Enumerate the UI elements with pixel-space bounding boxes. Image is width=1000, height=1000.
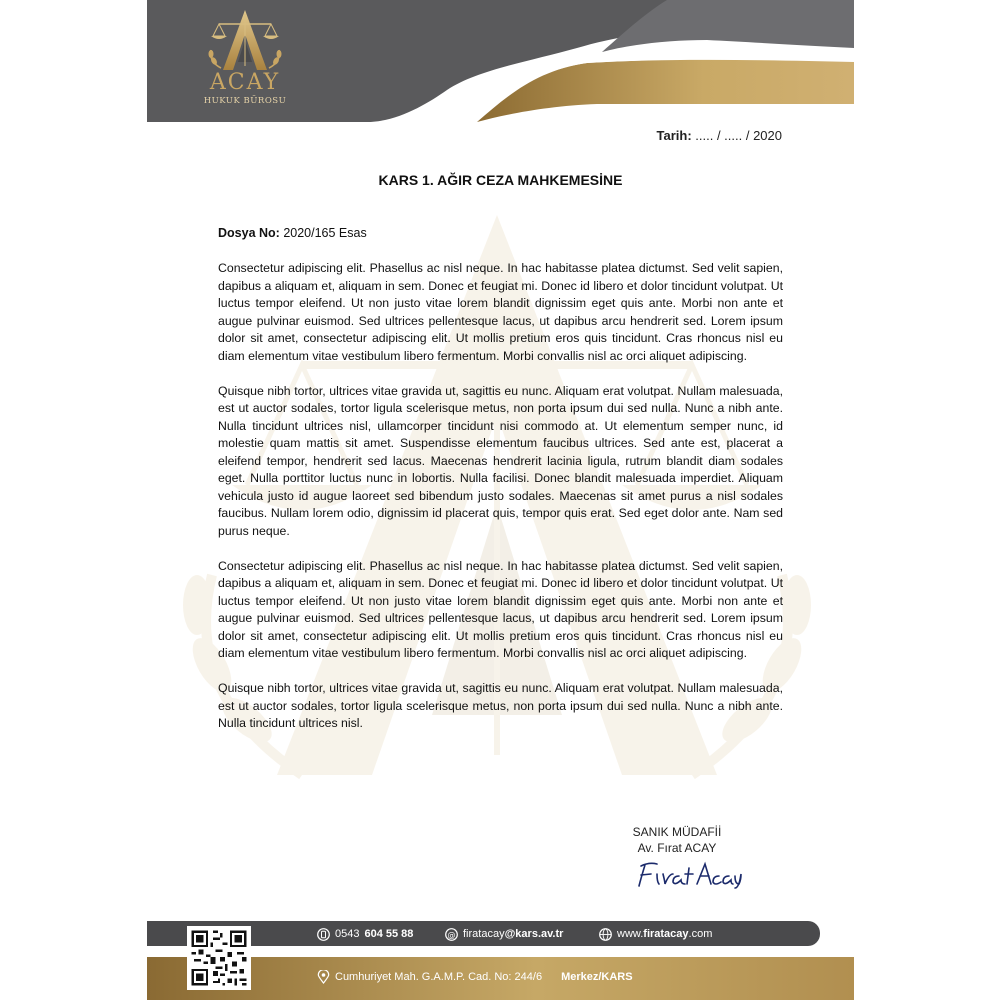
web-name: firatacay: [643, 928, 689, 940]
paragraph: Quisque nibh tortor, ultrices vitae gravida ut, sagittis eu nunc. Aliquam erat volutpat. Nullam malesuada, est ut auctor sodales, tortor ligula scelerisque metus, non porta ipsum dui sed nulla. Nunc a nibh ante. Nulla tincidunt ultrices nisl.: [218, 681, 783, 730]
brand-logo: [197, 6, 293, 116]
letterhead-page: [147, 0, 854, 1000]
at-icon: [445, 928, 458, 941]
paragraph: Quisque nibh tortor, ultrices vitae gravida ut, sagittis eu nunc. Aliquam erat volutpat. Nullam malesuada, est ut auctor sodales, tortor ligula scelerisque metus, non porta ipsum dui sed nulla. Nunc a nibh ante. Nulla tincidunt ultrices nisl, ullamcorper tincidunt nisi commodo at. Ut elementum semper nunc, id molestie quam mattis sit amet. Suspendisse elementum faucibus ultrices. Sed ante est, placerat a eleifend tempor, hendrerit sed lacus. Maecenas hendrerit lacinia ligula, rutrum blandit diam sodales eget. Nulla porttitor luctus nunc in lobortis. Nulla facilisi. Donec blandit malesuada imperdiet. Aliquam vehicula justo id augue laoreet sed bibendum justo sodales. Maecenas sit amet purus a nisl sodales faucibus. Nullam lorem odio, dignissim id placerat quis, tempor quis erat. Sed eget dolor ante. Nam sed purus neque.: [218, 383, 783, 538]
court-title: KARS 1. AĞIR CEZA MAHKEMESİNE: [378, 172, 623, 188]
paragraph: Consectetur adipiscing elit. Phasellus ac nisl neque. In hac habitasse platea dictumst. Sed velit sapien, dapibus a aliquam et, aliquam in sem. Donec et feugiat mi. Donec id libero et dolor tincidunt volutpat. Ut luctus tempor eleifend. Ut non justo vitae lorem blandit dignissim eget quis ante. Morbi non ante et augue pulvinar euismod. Sed ultrices pellentesque lacus, ut dapibus arcu hendrerit sed. Lorem ipsum dolor sit amet, consectetur adipiscing elit. Ut mollis pretium eros quis tincidunt. Cras rhoncus nisl eu diam elementum vitae vestibulum libero fermentum. Morbi convallis nisl ac orci aliquet adipiscing.: [218, 558, 783, 660]
footer-email[interactable]: [445, 926, 563, 942]
file-number: [218, 226, 367, 240]
footer-address: [317, 970, 633, 984]
date-value: ..... / ..... / 2020: [695, 128, 782, 143]
phone-prefix: 0543: [335, 928, 360, 940]
signer-role: SANIK MÜDAFİİ: [632, 825, 722, 839]
email-domain: @kars.av.tr: [504, 928, 564, 940]
paragraph: Consectetur adipiscing elit. Phasellus ac nisl neque. In hac habitasse platea dictumst. Sed velit sapien, dapibus a aliquam et, aliquam in sem. Donec et feugiat mi. Donec id libero et dolor tincidunt volutpat. Ut luctus tempor eleifend. Ut non justo vitae lorem blandit dignissim eget quis ante. Morbi non ante et augue pulvinar euismod. Sed ultrices pellentesque lacus, ut dapibus arcu hendrerit sed. Lorem ipsum dolor sit amet, consectetur adipiscing elit. Ut mollis pretium eros quis tincidunt. Cras rhoncus nisl eu diam elementum vitae vestibulum libero fermentum. Morbi convallis nisl ac orci aliquet adipiscing.: [218, 261, 783, 363]
email-user: firatacay: [463, 928, 505, 940]
signature-block: [617, 824, 737, 856]
letter-body: [218, 260, 783, 750]
web-suffix: .com: [688, 928, 713, 940]
scales-of-justice-icon: [205, 6, 285, 72]
svg-text:@: @: [447, 929, 456, 939]
web-prefix: www.: [617, 928, 644, 940]
signer-name: Av. Fırat ACAY: [637, 841, 717, 855]
phone-icon: [317, 928, 330, 941]
file-value: 2020/165 Esas: [283, 226, 367, 240]
location-pin-icon: [317, 970, 330, 984]
date-line: [657, 128, 783, 143]
qr-code: [187, 926, 251, 990]
brand-name: ACAY: [209, 70, 281, 95]
brand-subtitle: HUKUK BÜROSU: [203, 96, 287, 106]
globe-icon: [599, 928, 612, 941]
date-label: Tarih:: [656, 128, 692, 143]
footer-website[interactable]: [599, 926, 712, 942]
footer-phone[interactable]: [317, 926, 413, 942]
handwritten-signature: [635, 856, 745, 890]
phone-number: 604 55 88: [364, 928, 414, 940]
file-label: Dosya No:: [218, 226, 280, 240]
address-city: Merkez/KARS: [561, 971, 633, 983]
address-line: Cumhuriyet Mah. G.A.M.P. Cad. No: 244/6: [335, 971, 543, 983]
